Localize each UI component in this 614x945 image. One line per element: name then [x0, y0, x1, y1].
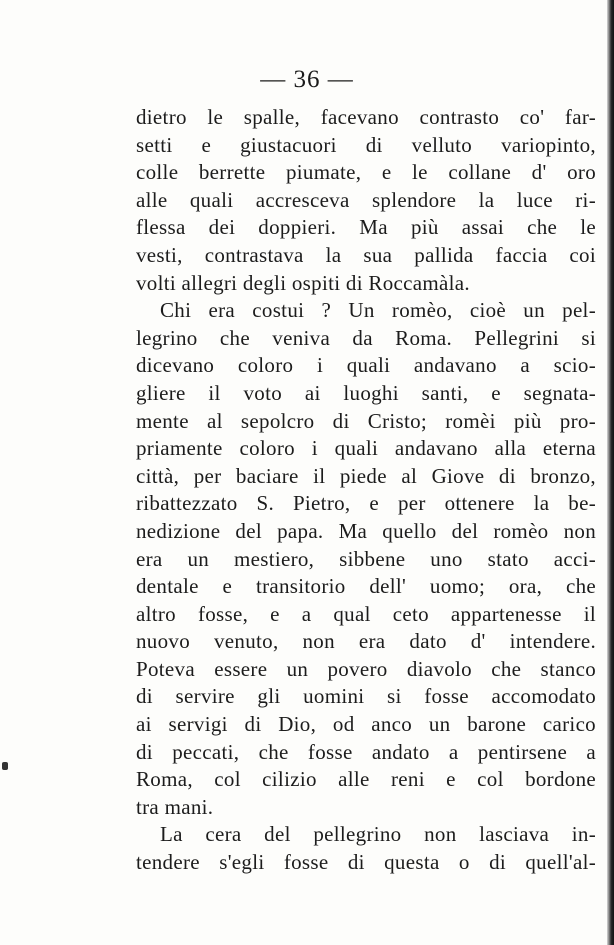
text-line: tendere s'egli fosse di questa o di quell'al-	[136, 850, 596, 875]
text-line: altro fosse, e a qual ceto appartenesse il	[136, 601, 596, 626]
page-number: — 36 —	[260, 66, 354, 93]
text-line: nedizione del papa. Ma quello del romèo non	[136, 518, 596, 543]
text-line: mente al sepolcro di Cristo; romèi più pro-	[136, 408, 596, 433]
text-line: città, per baciare il piede al Giove di bronzo,	[136, 463, 596, 488]
text-line: ai servigi di Dio, od anco un barone carico	[136, 712, 596, 737]
text-line: alle quali accresceva splendore la luce ri-	[136, 187, 596, 212]
text-line: legrino che veniva da Roma. Pellegrini si	[136, 325, 596, 350]
text-line: gliere il voto ai luoghi santi, e segnata-	[136, 380, 596, 405]
margin-ink-mark	[2, 762, 8, 770]
text-line: setti e giustacuori di velluto variopinto,	[136, 132, 596, 157]
text-line: priamente coloro i quali andavano alla eterna	[136, 436, 596, 461]
text-line: flessa dei doppieri. Ma più assai che le	[136, 215, 596, 240]
text-line: tra mani.	[136, 794, 214, 819]
text-line: Chi era costui ? Un romèo, cioè un pel-	[160, 298, 596, 323]
text-line: nuovo venuto, non era dato d' intendere.	[136, 629, 596, 654]
page-edge-shadow	[607, 0, 614, 945]
page-body-text	[136, 104, 596, 877]
text-line: volti allegri degli ospiti di Roccamàla.	[136, 270, 470, 295]
text-line: vesti, contrastava la sua pallida faccia coi	[136, 242, 596, 267]
text-line: colle berrette piumate, e le collane d' oro	[136, 160, 596, 185]
text-line: era un mestiero, sibbene uno stato acci-	[136, 546, 596, 571]
text-line: ribattezzato S. Pietro, e per ottenere la be-	[136, 491, 596, 516]
text-line: dicevano coloro i quali andavano a scio-	[136, 353, 596, 378]
text-line: di servire gli uomini si fosse accomodato	[136, 684, 596, 709]
text-line: di peccati, che fosse andato a pentirsene a	[136, 739, 596, 764]
text-line: La cera del pellegrino non lasciava in-	[160, 822, 596, 847]
text-line: dietro le spalle, facevano contrasto co' far-	[136, 105, 596, 129]
text-line: Roma, col cilizio alle reni e col bordone	[136, 767, 596, 792]
text-line: Poteva essere un povero diavolo che stanco	[136, 656, 596, 681]
text-line: dentale e transitorio dell' uomo; ora, che	[136, 574, 596, 599]
